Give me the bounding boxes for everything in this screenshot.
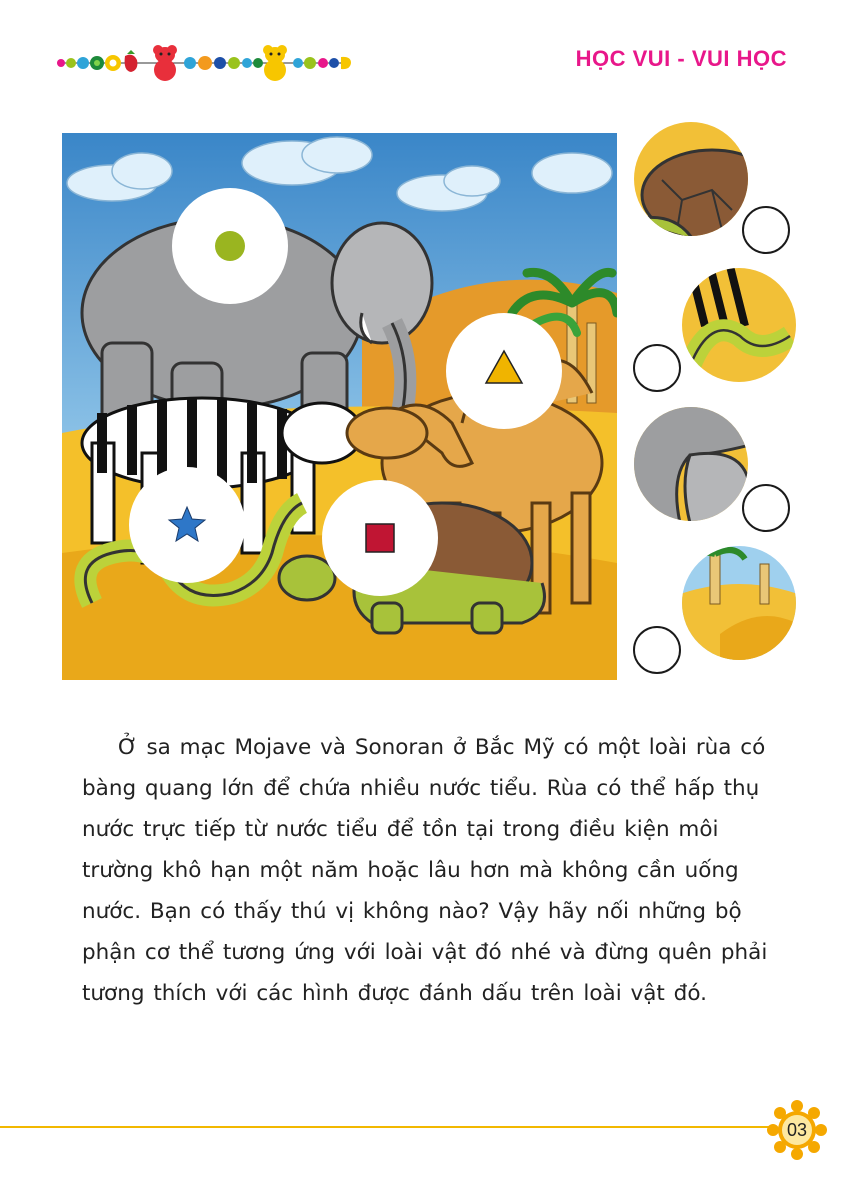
- answer-circle-2[interactable]: [633, 344, 681, 392]
- answer-circle-3[interactable]: [742, 484, 790, 532]
- yellow-bear-bead: [263, 45, 287, 81]
- marker-window-square: [322, 480, 438, 596]
- answer-circle-1[interactable]: [742, 206, 790, 254]
- footer-divider: [0, 1126, 770, 1128]
- page-number-badge: [765, 1098, 829, 1162]
- piece-turtle-shell: [632, 120, 750, 238]
- title-part2: VUI HỌC: [691, 46, 787, 71]
- piece-palm-trees: [680, 544, 798, 662]
- marker-window-circle: [172, 188, 288, 304]
- series-title: [576, 46, 787, 72]
- bead-garland-decoration: [55, 38, 355, 84]
- red-bear-bead: [153, 45, 177, 81]
- marker-window-star: [129, 467, 245, 583]
- red-square-icon: [366, 524, 394, 552]
- green-circle-icon: [215, 231, 245, 261]
- piece-elephant-foot: [632, 405, 750, 523]
- desert-animals-illustration: [62, 133, 617, 680]
- title-part1: HỌC VUI: [575, 46, 671, 71]
- piece-zebra-snake: [680, 266, 798, 384]
- instruction-paragraph: Ở sa mạc Mojave và Sonoran ở Bắc Mỹ có một loài rùa có bàng quang lớn để chứa nhiều nước tiểu. Rùa có thể hấp thụ nước trực tiếp từ nước tiểu để tồn tại trong điều kiện môi trường khô hạn một năm hoặc lâu hơn mà không cần uống nước. Bạn có thấy thú vị không nào? Vậy hãy nối những bộ phận cơ thể tương ứng với loài vật đó nhé và đừng quên phải tương thích với các hình được đánh dấu trên loài vật đó.: [82, 735, 768, 1006]
- page-number: 03: [786, 1120, 808, 1140]
- title-separator: -: [670, 46, 692, 71]
- marker-window-triangle: [446, 313, 562, 429]
- answer-circle-4[interactable]: [633, 626, 681, 674]
